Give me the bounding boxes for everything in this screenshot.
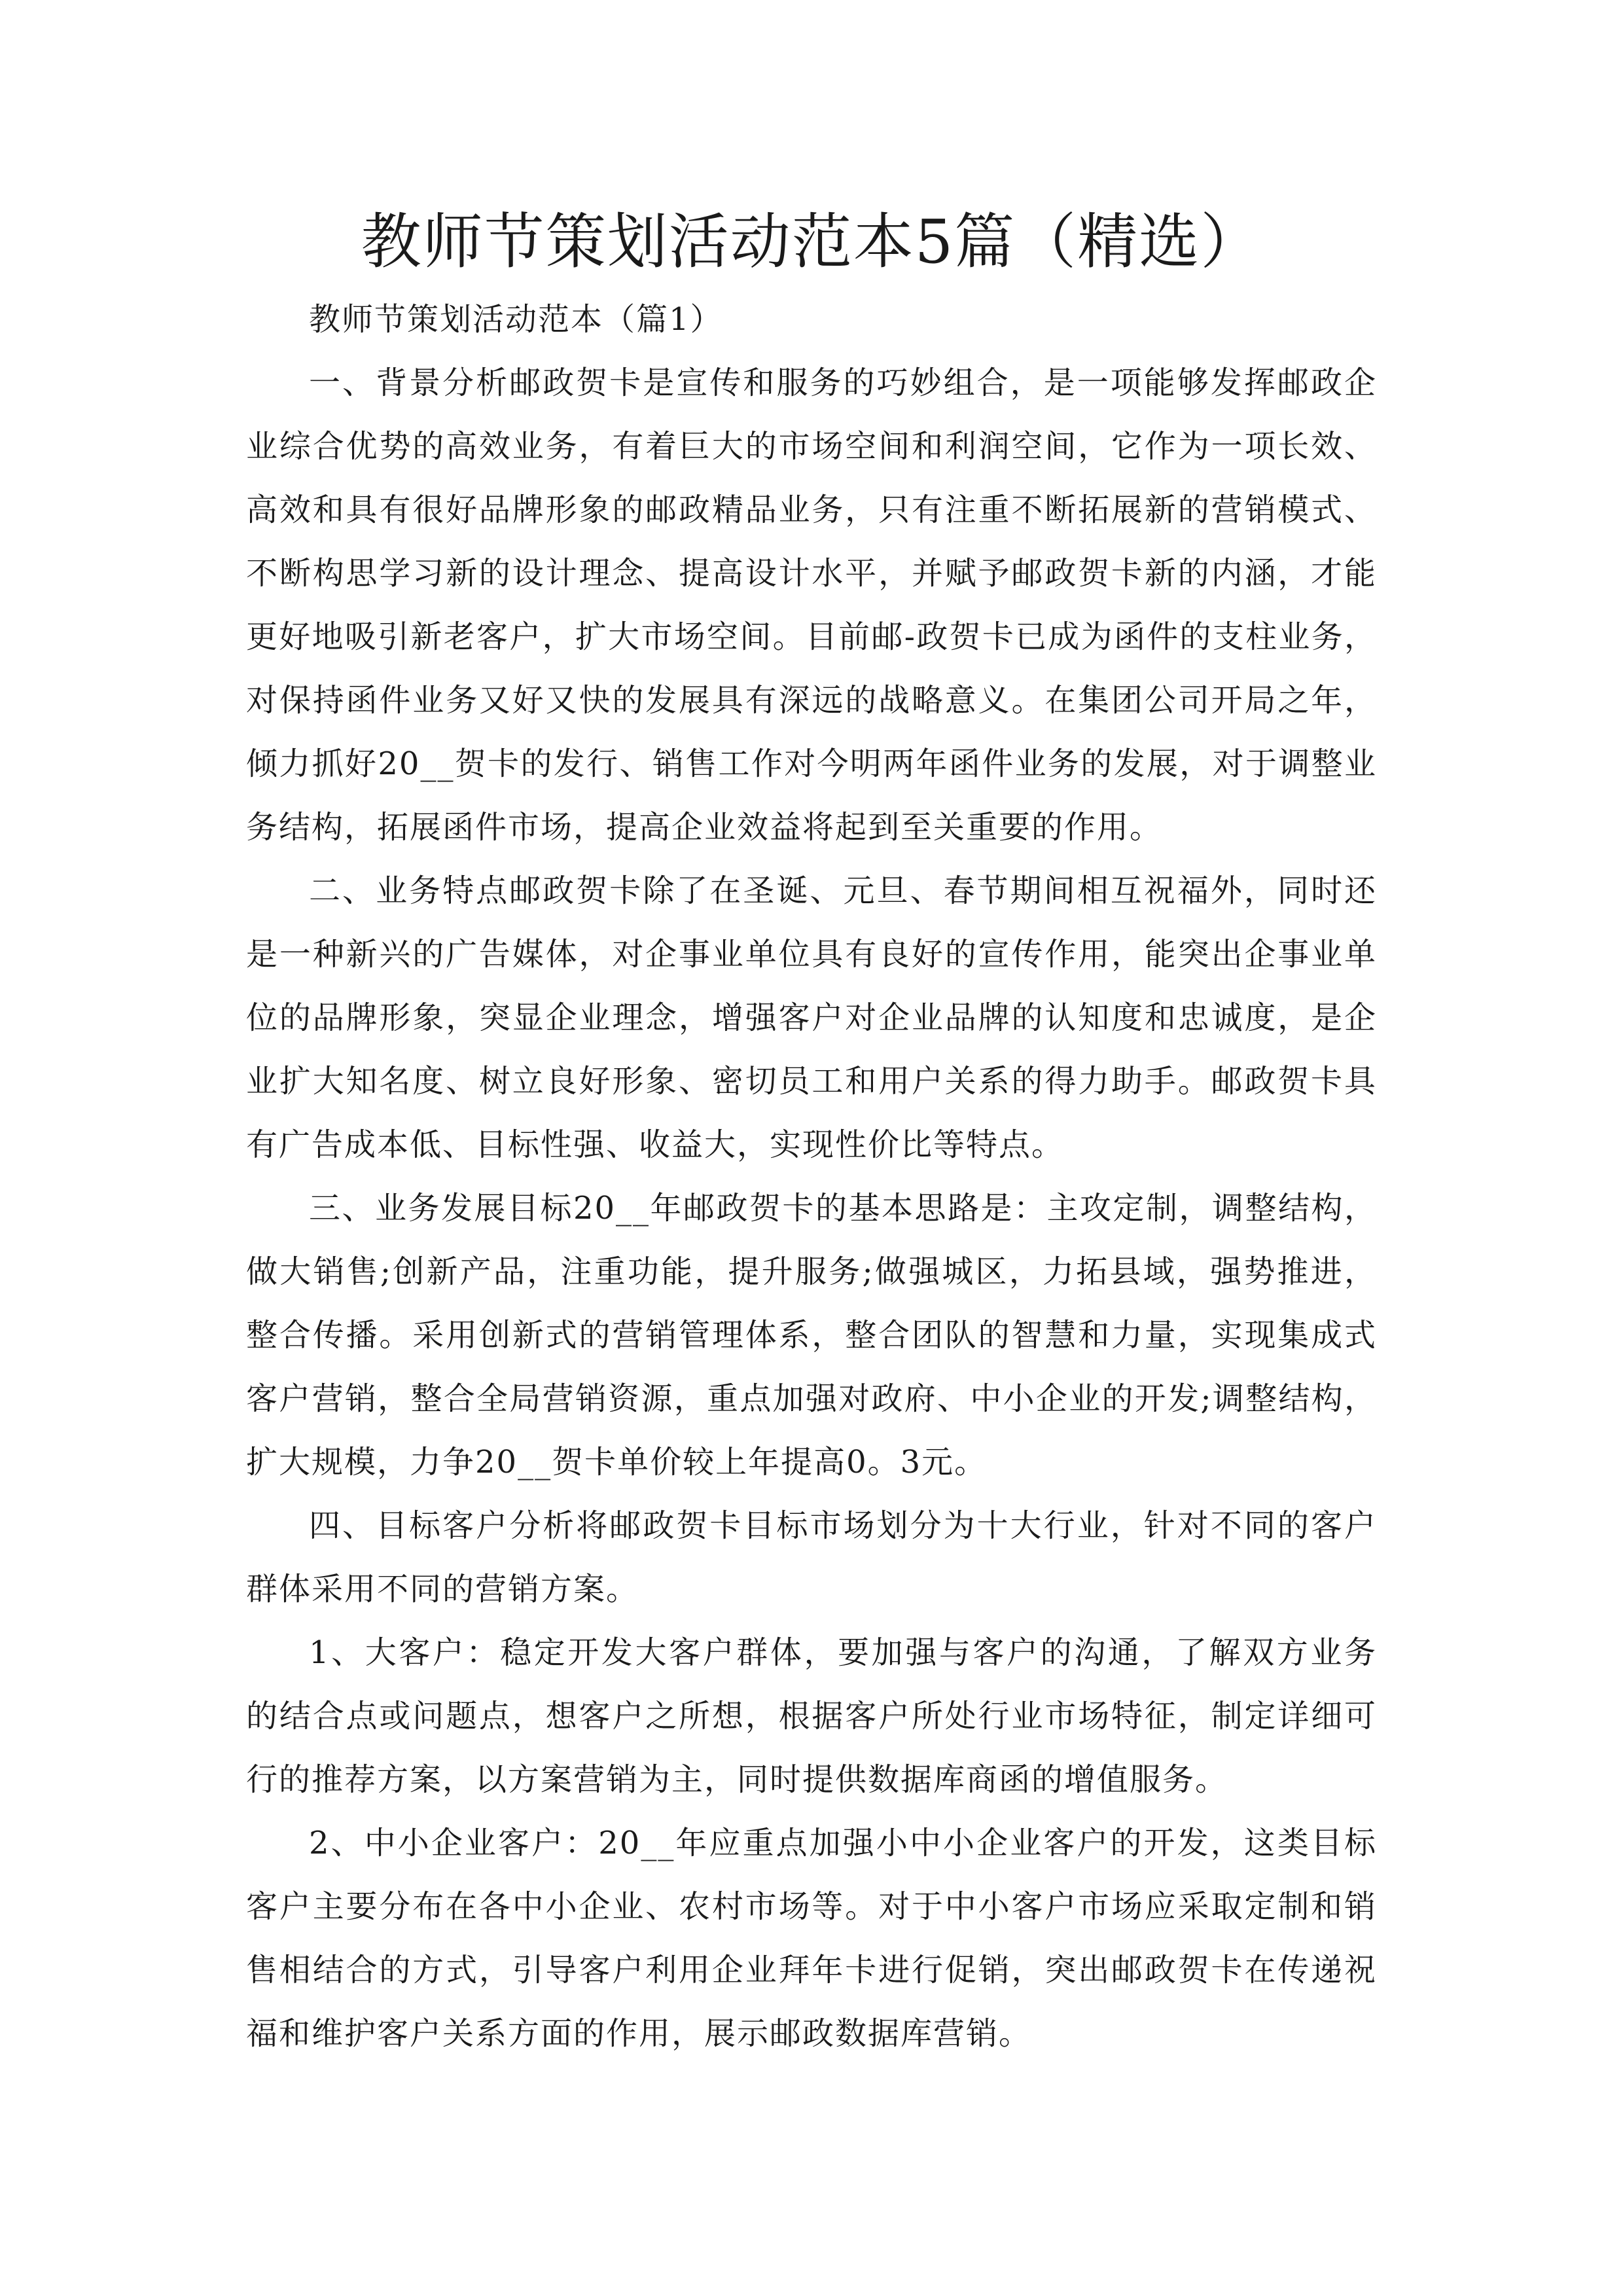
paragraph-background: 一、背景分析邮政贺卡是宣传和服务的巧妙组合，是一项能够发挥邮政企业综合优势的高效业务，有着巨大的市场空间和利润空间，它作为一项长效、高效和具有很好品牌形象的邮政精品业务，只有注重不断拓展新的营销模式、不断构思学习新的设计理念、提高设计水平，并赋予邮政贺卡新的内涵，才能更好地吸引新老客户，扩大市场空间。目前邮-政贺卡已成为函件的支柱业务，对保持函件业务又好又快的发展具有深远的战略意义。在集团公司开局之年，倾力抓好20__贺卡的发行、销售工作对今明两年函件业务的发展，对于调整业务结构，拓展函件市场，提高企业效益将起到至关重要的作用。	[246, 365, 1377, 846]
document-title: 教师节策划活动范本5篇（精选）	[361, 207, 1262, 277]
paragraph-business-features: 二、业务特点邮政贺卡除了在圣诞、元旦、春节期间相互祝福外，同时还是一种新兴的广告媒体，对企事业单位具有良好的宣传作用，能突出企事业单位的品牌形象，突显企业理念，增强客户对企业品牌的认知度和忠诚度，是企业扩大知名度、树立良好形象、密切员工和用户关系的得力助手。邮政贺卡具有广告成本低、目标性强、收益大，实现性价比等特点。	[246, 872, 1377, 1163]
section-subtitle: 教师节策划活动范本（篇1）	[309, 301, 723, 338]
paragraph-sme-clients: 2、中小企业客户：20__年应重点加强小中小企业客户的开发，这类目标客户主要分布在各中小企业、农村市场等。对于中小客户市场应采取定制和销售相结合的方式，引导客户利用企业拜年卡进行促销，突出邮政贺卡在传递祝福和维护客户关系方面的作用，展示邮政数据库营销。	[246, 1825, 1377, 2052]
paragraph-development-goals: 三、业务发展目标20__年邮政贺卡的基本思路是：主攻定制，调整结构，做大销售;创新产品，注重功能，提升服务;做强城区，力拓县域，强势推进，整合传播。采用创新式的营销管理体系，整合团队的智慧和力量，实现集成式客户营销，整合全局营销资源，重点加强对政府、中小企业的开发;调整结构，扩大规模，力争20__贺卡单价较上年提高0。3元。	[246, 1190, 1377, 1480]
paragraph-target-customers: 四、目标客户分析将邮政贺卡目标市场划分为十大行业，针对不同的客户群体采用不同的营销方案。	[246, 1507, 1377, 1607]
document-body	[246, 288, 1377, 2066]
paragraph-major-clients: 1、大客户：稳定开发大客户群体，要加强与客户的沟通，了解双方业务的结合点或问题点，想客户之所想，根据客户所处行业市场特征，制定详细可行的推荐方案，以方案营销为主，同时提供数据库商函的增值服务。	[246, 1634, 1377, 1798]
